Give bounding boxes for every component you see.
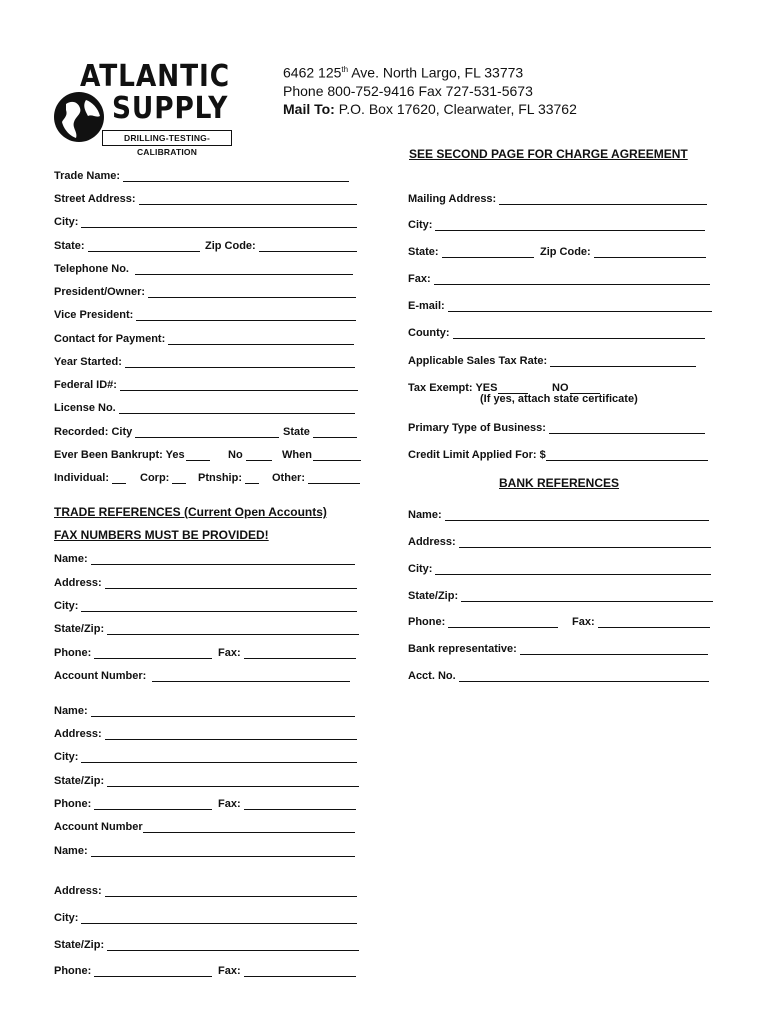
field-line[interactable] <box>120 380 358 391</box>
fax-field[interactable] <box>408 271 710 285</box>
trade-ref3-city-field[interactable] <box>54 910 357 924</box>
bank-state-zip-field[interactable] <box>408 588 713 602</box>
trade-ref1-city-field[interactable] <box>54 598 357 612</box>
contact-payment-field[interactable] <box>54 331 354 345</box>
field-label: Zip Code: <box>540 246 591 258</box>
field-label: Address: <box>54 577 102 589</box>
individual-field[interactable] <box>54 470 126 484</box>
field-line[interactable] <box>139 194 357 205</box>
field-label: Account Number <box>54 821 143 833</box>
field-line[interactable] <box>442 247 534 258</box>
field-line[interactable] <box>152 671 350 682</box>
field-label: NO <box>552 382 569 394</box>
field-line[interactable] <box>136 310 356 321</box>
field-line[interactable] <box>448 617 558 628</box>
street-ordinal: th <box>341 65 349 74</box>
field-label: State: <box>408 246 439 258</box>
field-label: Address: <box>54 885 102 897</box>
business-type-field[interactable] <box>408 420 705 434</box>
field-label: No <box>228 449 243 461</box>
tax-exempt-yes-field[interactable] <box>408 380 528 394</box>
field-line[interactable] <box>244 966 356 977</box>
field-label: E-mail: <box>408 300 445 312</box>
field-label: Federal ID#: <box>54 379 117 391</box>
field-label: City: <box>54 600 79 612</box>
trade-ref2-phone-field[interactable] <box>54 796 212 810</box>
bank-representative-field[interactable] <box>408 641 708 655</box>
tax-exempt-no-field[interactable] <box>552 380 600 394</box>
recorded-state-field[interactable] <box>283 424 357 438</box>
trade-ref1-name-field[interactable] <box>54 551 355 565</box>
field-label: Phone: <box>408 616 446 628</box>
field-label: City: <box>408 219 433 231</box>
field-line[interactable] <box>313 427 357 438</box>
field-label: Fax: <box>218 965 241 977</box>
field-line[interactable] <box>172 473 186 484</box>
state-field[interactable] <box>54 238 200 252</box>
trade-ref3-phone-field[interactable] <box>54 963 212 977</box>
field-label: Fax: <box>218 647 241 659</box>
field-label: President/Owner: <box>54 286 146 298</box>
field-label: Primary Type of Business: <box>408 422 546 434</box>
field-label: State/Zip: <box>54 623 105 635</box>
vice-president-field[interactable] <box>54 307 356 321</box>
field-label: City: <box>54 216 79 228</box>
field-line[interactable] <box>244 648 356 659</box>
field-line[interactable] <box>598 617 710 628</box>
ptnship-field[interactable] <box>198 470 259 484</box>
field-label: Acct. No. <box>408 670 456 682</box>
trade-ref3-fax-field[interactable] <box>218 963 356 977</box>
field-label: City: <box>408 563 433 575</box>
field-label: Applicable Sales Tax Rate: <box>408 355 548 367</box>
trade-ref1-state-zip-field[interactable] <box>54 621 359 635</box>
field-label: Address: <box>54 728 102 740</box>
field-label: Telephone No. <box>54 263 129 275</box>
field-label: State/Zip: <box>408 590 459 602</box>
field-label: Year Started: <box>54 356 122 368</box>
street-address-line <box>283 61 577 82</box>
field-label: Phone: <box>54 965 92 977</box>
field-label: Credit Limit Applied For: $ <box>408 449 546 461</box>
other-field[interactable] <box>272 470 360 484</box>
field-line[interactable] <box>244 799 356 810</box>
trade-ref1-fax-field[interactable] <box>218 645 356 659</box>
field-label: Recorded: City <box>54 426 133 438</box>
field-label: Name: <box>408 509 442 521</box>
license-field[interactable] <box>54 400 355 414</box>
trade-references-heading: TRADE REFERENCES (Current Open Accounts) <box>54 505 327 519</box>
field-label: Ptnship: <box>198 472 242 484</box>
bank-name-field[interactable] <box>408 507 709 521</box>
field-label: State/Zip: <box>54 939 105 951</box>
logo-word-supply: SUPPLY <box>112 91 229 126</box>
email-field[interactable] <box>408 298 712 312</box>
field-line[interactable] <box>308 473 360 484</box>
mail-to-label: Mail To: <box>283 100 335 117</box>
field-label: State/Zip: <box>54 775 105 787</box>
field-label: State <box>283 426 310 438</box>
field-label: Zip Code: <box>205 240 256 252</box>
bank-references-heading: BANK REFERENCES <box>499 476 620 490</box>
bankrupt-yes-field[interactable] <box>54 447 210 461</box>
field-label: Mailing Address: <box>408 193 497 205</box>
field-label: Name: <box>54 705 88 717</box>
street-address-field[interactable] <box>54 191 357 205</box>
phone-fax-line: Phone 800-752-9416 Fax 727-531-5673 <box>283 82 533 99</box>
field-line[interactable] <box>186 450 210 461</box>
field-line[interactable] <box>112 473 126 484</box>
trade-ref2-account-field[interactable] <box>54 819 355 833</box>
bank-acct-field[interactable] <box>408 668 709 682</box>
trade-ref2-name-field[interactable] <box>54 703 355 717</box>
field-line[interactable] <box>91 706 355 717</box>
field-line[interactable] <box>148 287 356 298</box>
field-line[interactable] <box>107 940 359 951</box>
mailing-address-field[interactable] <box>408 191 707 205</box>
globe-icon <box>52 90 106 144</box>
bank-address-field[interactable] <box>408 534 711 548</box>
field-label: When <box>282 449 312 461</box>
field-line[interactable] <box>94 966 212 977</box>
field-line[interactable] <box>434 274 710 285</box>
bank-phone-field[interactable] <box>408 614 558 628</box>
logo-word-atlantic: ATLANTIC <box>80 59 230 94</box>
trade-ref2-state-zip-field[interactable] <box>54 773 359 787</box>
corp-field[interactable] <box>140 470 186 484</box>
field-label: Contact for Payment: <box>54 333 166 345</box>
bank-city-field[interactable] <box>408 561 711 575</box>
field-line[interactable] <box>461 591 713 602</box>
bank-fax-field[interactable] <box>572 614 710 628</box>
field-line[interactable] <box>135 427 279 438</box>
field-line[interactable] <box>246 450 272 461</box>
sales-tax-field[interactable] <box>408 353 696 367</box>
field-label: Tax Exempt: YES <box>408 382 498 394</box>
field-line[interactable] <box>245 473 259 484</box>
field-line[interactable] <box>105 729 357 740</box>
field-line[interactable] <box>81 752 357 763</box>
trade-ref1-address-field[interactable] <box>54 575 357 589</box>
field-label: Fax: <box>408 273 431 285</box>
field-line[interactable] <box>435 564 711 575</box>
field-label: Ever Been Bankrupt: Yes <box>54 449 185 461</box>
federal-id-field[interactable] <box>54 377 358 391</box>
field-line[interactable] <box>259 241 357 252</box>
charge-agreement-notice: SEE SECOND PAGE FOR CHARGE AGREEMENT <box>409 147 688 161</box>
field-label: State: <box>54 240 85 252</box>
field-label: Vice President: <box>54 309 134 321</box>
mail-to-line <box>283 100 577 118</box>
field-line[interactable] <box>499 194 707 205</box>
field-line[interactable] <box>107 776 359 787</box>
field-label: License No. <box>54 402 116 414</box>
bankrupt-when-field[interactable] <box>282 447 361 461</box>
field-line[interactable] <box>143 822 355 833</box>
field-line[interactable] <box>549 423 705 434</box>
field-line[interactable] <box>435 220 705 231</box>
field-label: Name: <box>54 553 88 565</box>
recorded-city-field[interactable] <box>54 424 279 438</box>
trade-ref3-address-field[interactable] <box>54 883 357 897</box>
trade-ref1-phone-field[interactable] <box>54 645 212 659</box>
president-field[interactable] <box>54 284 356 298</box>
field-line[interactable] <box>105 886 357 897</box>
field-line[interactable] <box>91 846 355 857</box>
field-label: Street Address: <box>54 193 136 205</box>
bankrupt-no-field[interactable] <box>228 447 272 461</box>
field-label: Bank representative: <box>408 643 517 655</box>
field-label: City: <box>54 751 79 763</box>
mailing-zip-field[interactable] <box>540 244 706 258</box>
field-label: Other: <box>272 472 305 484</box>
street-number: 6462 125 <box>283 64 342 81</box>
telephone-field[interactable] <box>54 261 353 275</box>
field-label: Name: <box>54 845 88 857</box>
field-line[interactable] <box>81 913 357 924</box>
mailing-city-field[interactable] <box>408 217 705 231</box>
trade-ref3-state-zip-field[interactable] <box>54 937 359 951</box>
trade-ref2-address-field[interactable] <box>54 726 357 740</box>
mail-to-value: P.O. Box 17620, Clearwater, FL 33762 <box>334 100 577 117</box>
field-line[interactable] <box>81 217 357 228</box>
logo-tagline: DRILLING-TESTING-CALIBRATION <box>102 130 232 146</box>
field-line[interactable] <box>546 450 708 461</box>
field-label: County: <box>408 327 450 339</box>
field-line[interactable] <box>81 601 357 612</box>
field-line[interactable] <box>459 537 711 548</box>
trade-ref2-fax-field[interactable] <box>218 796 356 810</box>
county-field[interactable] <box>408 325 705 339</box>
field-line[interactable] <box>453 328 705 339</box>
field-line[interactable] <box>105 578 357 589</box>
year-started-field[interactable] <box>54 354 355 368</box>
credit-limit-field[interactable] <box>408 447 708 461</box>
company-logo <box>52 58 232 157</box>
field-label: Fax: <box>218 798 241 810</box>
field-line[interactable] <box>445 510 709 521</box>
field-line[interactable] <box>125 357 355 368</box>
street-rest: Ave. North Largo, FL 33773 <box>348 64 524 81</box>
trade-ref3-name-field[interactable] <box>54 843 355 857</box>
field-line[interactable] <box>448 301 712 312</box>
tax-exempt-note: (If yes, attach state certificate) <box>480 393 638 405</box>
field-label: Trade Name: <box>54 170 121 182</box>
field-label: Fax: <box>572 616 595 628</box>
city-field[interactable] <box>54 214 357 228</box>
field-label: Address: <box>408 536 456 548</box>
field-label: Phone: <box>54 798 92 810</box>
field-label: City: <box>54 912 79 924</box>
field-line[interactable] <box>594 247 706 258</box>
field-line[interactable] <box>520 644 708 655</box>
field-line[interactable] <box>94 648 212 659</box>
trade-ref1-account-field[interactable] <box>54 668 350 682</box>
field-label: Individual: <box>54 472 109 484</box>
field-line[interactable] <box>88 241 200 252</box>
field-line[interactable] <box>168 334 354 345</box>
field-line[interactable] <box>135 264 353 275</box>
field-line[interactable] <box>94 799 212 810</box>
field-label: Account Number: <box>54 670 147 682</box>
field-line[interactable] <box>123 171 349 182</box>
field-line[interactable] <box>107 624 359 635</box>
field-line[interactable] <box>459 671 709 682</box>
field-line[interactable] <box>550 356 696 367</box>
field-line[interactable] <box>91 554 355 565</box>
trade-ref2-city-field[interactable] <box>54 749 357 763</box>
field-line[interactable] <box>313 450 361 461</box>
zip-field[interactable] <box>205 238 357 252</box>
fax-required-heading: FAX NUMBERS MUST BE PROVIDED! <box>54 528 269 542</box>
mailing-state-field[interactable] <box>408 244 534 258</box>
trade-name-field[interactable] <box>54 168 349 182</box>
field-line[interactable] <box>119 403 355 414</box>
company-address <box>283 61 577 118</box>
field-label: Corp: <box>140 472 170 484</box>
field-label: Phone: <box>54 647 92 659</box>
